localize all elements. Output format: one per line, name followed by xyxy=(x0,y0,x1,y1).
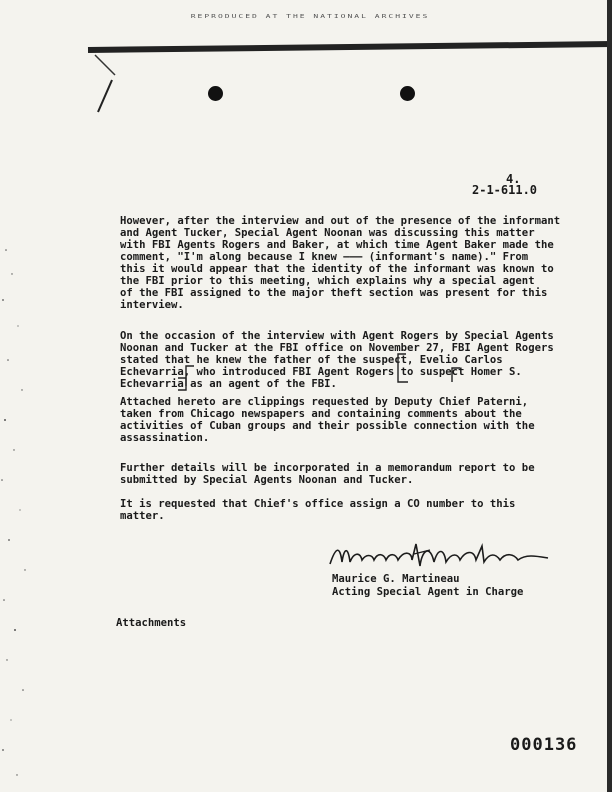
text-line: and Agent Tucker, Special Agent Noonan was discussing this matter xyxy=(120,227,535,239)
text-line: taken from Chicago newspapers and containing comments about the xyxy=(120,408,522,420)
text-line: comment, "I'm along because I knew ——— (informant's name)." From xyxy=(120,251,529,263)
text-line: Further details will be incorporated in a memorandum report to be xyxy=(120,462,535,474)
document-number: 000136 xyxy=(510,735,578,755)
signer-title: Acting Special Agent in Charge xyxy=(332,586,524,598)
file-number: 2-1-611.0 xyxy=(472,183,538,197)
text-line: this it would appear that the identity of the informant was known to xyxy=(120,263,554,275)
text-line: matter. xyxy=(120,510,165,522)
paragraph-informant-identity xyxy=(120,215,562,311)
archive-header-stamp: REPRODUCED AT THE NATIONAL ARCHIVES xyxy=(190,13,430,20)
text-line: interview. xyxy=(120,299,184,311)
signer-name: Maurice G. Martineau xyxy=(332,573,460,585)
text-line: It is requested that Chief's office assign a CO number to this xyxy=(120,498,516,510)
paragraph-rogers-interview xyxy=(120,330,562,390)
handwritten-signature xyxy=(326,536,556,576)
top-edge-marks xyxy=(0,0,612,120)
punch-hole-right xyxy=(400,86,415,101)
paragraph-request xyxy=(120,498,562,522)
text-line: the FBI prior to this meeting, which explains why a special agent xyxy=(120,275,535,287)
text-line: submitted by Special Agents Noonan and Tucker. xyxy=(120,474,414,486)
text-line: stated that he knew the father of the suspect, Evelio Carlos xyxy=(120,354,503,366)
punch-hole-left xyxy=(208,86,223,101)
scan-edge xyxy=(607,0,612,792)
text-line: with FBI Agents Rogers and Baker, at which time Agent Baker made the xyxy=(120,239,554,251)
paragraph-further-details xyxy=(120,462,562,486)
page-number: 4. xyxy=(506,172,521,186)
text-line: However, after the interview and out of the presence of the informant xyxy=(120,215,561,227)
text-line: On the occasion of the interview with Agent Rogers by Special Agents xyxy=(120,330,554,342)
text-line: Noonan and Tucker at the FBI office on November 27, FBI Agent Rogers xyxy=(120,342,554,354)
text-line: activities of Cuban groups and their possible connection with the xyxy=(120,420,535,432)
text-line: assassination. xyxy=(120,432,210,444)
attachments-label: Attachments xyxy=(116,617,187,629)
text-line: Attached hereto are clippings requested by Deputy Chief Paterni, xyxy=(120,396,529,408)
paragraph-clippings xyxy=(120,396,562,444)
text-line: Echevarria as an agent of the FBI. xyxy=(120,378,337,390)
scan-noise xyxy=(0,230,34,790)
text-line: Echevarria, who introduced FBI Agent Rogers to suspect Homer S. xyxy=(120,366,522,378)
text-line: of the FBI assigned to the major theft section was present for this xyxy=(120,287,548,299)
